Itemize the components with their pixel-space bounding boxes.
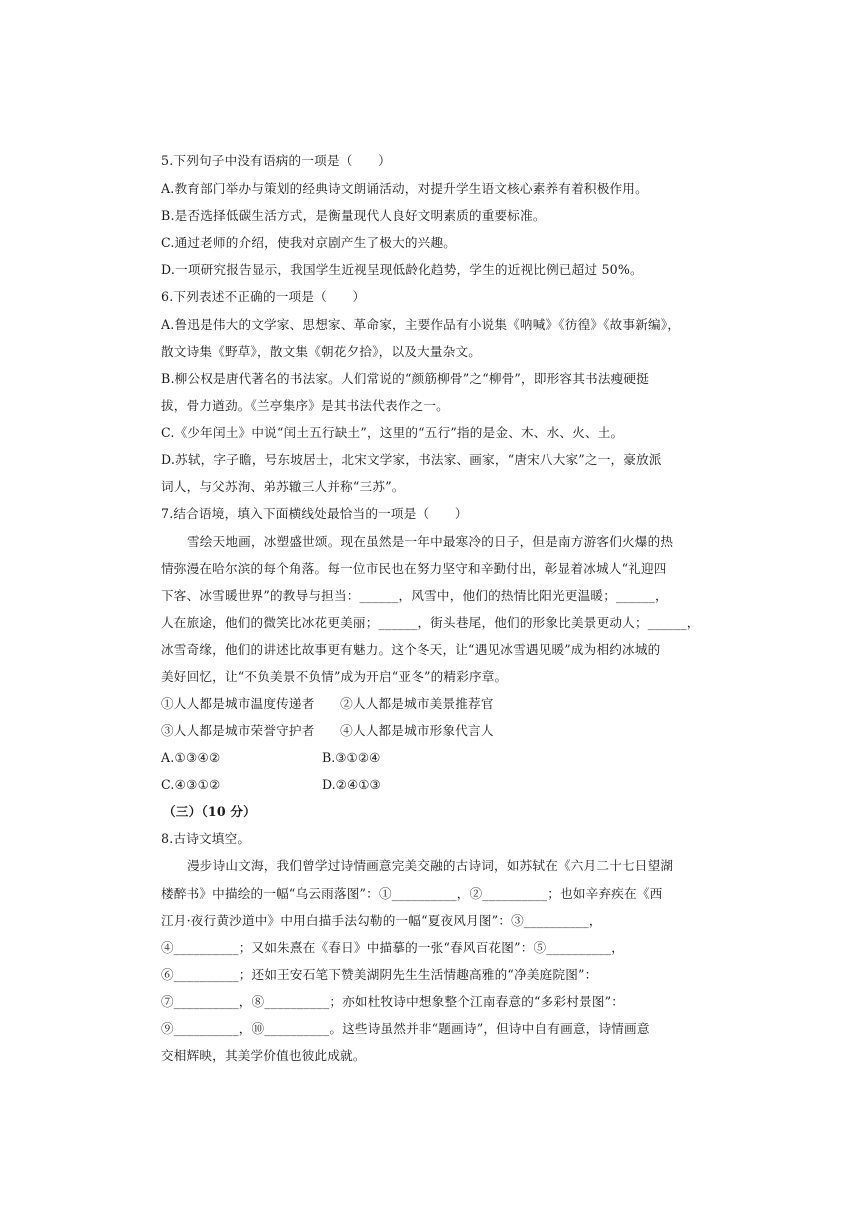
q7-answer-b: B.③①②④: [322, 750, 381, 765]
q8-passage-line: 漫步诗山文海，我们曾学过诗情画意完美交融的古诗词，如苏轼在《六月二十七日望湖: [187, 858, 674, 873]
q5-option-d: D.一项研究报告显示，我国学生近视呈现低龄化趋势，学生的近视比例已超过 50%。: [161, 262, 643, 277]
q6-line: 词人，与父苏洵、弟苏辙三人并称“三苏”。: [161, 479, 405, 494]
q6-line: A.鲁迅是伟大的文学家、思想家、革命家，主要作品有小说集《呐喊》《彷徨》《故事新编》，: [161, 317, 681, 332]
q6-stem: 6.下列表述不正确的一项是（ ）: [161, 289, 366, 304]
q7-answer-a: A.①③④②: [161, 750, 221, 765]
section-heading: （三）（10 分）: [163, 804, 256, 819]
q5-option-b: B.是否选择低碳生活方式，是衡量现代人良好文明素质的重要标准。: [161, 208, 546, 223]
q8-passage-line: 交相辉映，其美学价值也彼此成就。: [161, 1048, 366, 1063]
q7-stem: 7.结合语境，填入下面横线处最恰当的一项是（ ）: [161, 506, 468, 521]
q7-passage-line: 情弥漫在哈尔滨的每个角落。每一位市民也在努力坚守和辛勤付出，彰显着冰城人“礼迎四: [161, 561, 667, 576]
q7-passage-line: 下客、冰雪暖世界”的教导与担当：______，风雪中，他们的热情比阳光更温暖；______，: [161, 588, 668, 603]
q7-choice-line: ①人人都是城市温度传递者 ②人人都是城市美景推荐官: [161, 696, 494, 711]
q5-option-c: C.通过老师的介绍，使我对京剧产生了极大的兴趣。: [161, 235, 457, 250]
q8-stem: 8.古诗文填空。: [161, 831, 251, 846]
q7-passage-line: 人在旅途，他们的微笑比冰花更美丽；______，街头巷尾，他们的形象比美景更动人；______，: [161, 615, 700, 630]
q7-passage-line: 冰雪奇缘，他们的讲述比故事更有魅力。这个冬天，让“遇见冰雪遇见暖”成为相约冰城的: [161, 642, 661, 657]
q6-line: B.柳公权是唐代著名的书法家。人们常说的“颜筋柳骨”之“柳骨”，即形容其书法瘦硬挺: [161, 371, 649, 386]
q7-passage-line: 美好回忆，让“不负美景不负情”成为开启“亚冬”的精彩序章。: [161, 669, 508, 684]
q6-line: C.《少年闰土》中说“闰土五行缺土”，这里的“五行”指的是金、木、水、火、土。: [161, 425, 624, 440]
q8-passage-line: 江月·夜行黄沙道中》中用白描手法勾勒的一幅“夏夜风月图”：③__________，: [161, 913, 602, 928]
q6-line: 拔，骨力遒劲。《兰亭集序》是其书法代表作之一。: [161, 398, 449, 413]
q6-line: 散文诗集《野草》，散文集《朝花夕拾》，以及大量杂文。: [161, 344, 482, 359]
q7-answer-c: C.④③①②: [161, 777, 221, 792]
q8-passage-line: ⑨__________，⑩__________。这些诗虽然并非“题画诗”，但诗中自有画意，诗情画意: [161, 1021, 650, 1036]
q6-line: D.苏轼，字子瞻，号东坡居士，北宋文学家，书法家、画家，“唐宋八大家”之一，豪放派: [161, 452, 662, 467]
q7-answer-d: D.②④①③: [322, 777, 381, 792]
q8-passage-line: ④__________；又如朱熹在《春日》中描摹的一张“春风百花图”：⑤__________，: [161, 940, 625, 955]
q8-passage-line: ⑥__________；还如王安石笔下赞美湖阴先生生活情趣高雅的“净美庭院图”：: [161, 967, 598, 982]
q8-passage-line: ⑦__________，⑧__________；亦如杜牧诗中想象整个江南春意的“多彩村景图”：: [161, 994, 625, 1009]
q5-option-a: A.教育部门举办与策划的经典诗文朗诵活动，对提升学生语文核心素养有着积极作用。: [161, 181, 648, 196]
q5-stem: 5.下列句子中没有语病的一项是（ ）: [161, 153, 391, 168]
q7-passage-line: 雪绘天地画，冰塑盛世颂。现在虽然是一年中最寒冷的日子，但是南方游客们火爆的热: [187, 534, 674, 549]
q8-passage-line: 楼醉书》中描绘的一幅“乌云雨落图”：①__________，②__________；也如辛弃疾在《西: [161, 886, 663, 901]
q7-choice-line: ③人人都是城市荣誉守护者 ④人人都是城市形象代言人: [161, 723, 494, 738]
